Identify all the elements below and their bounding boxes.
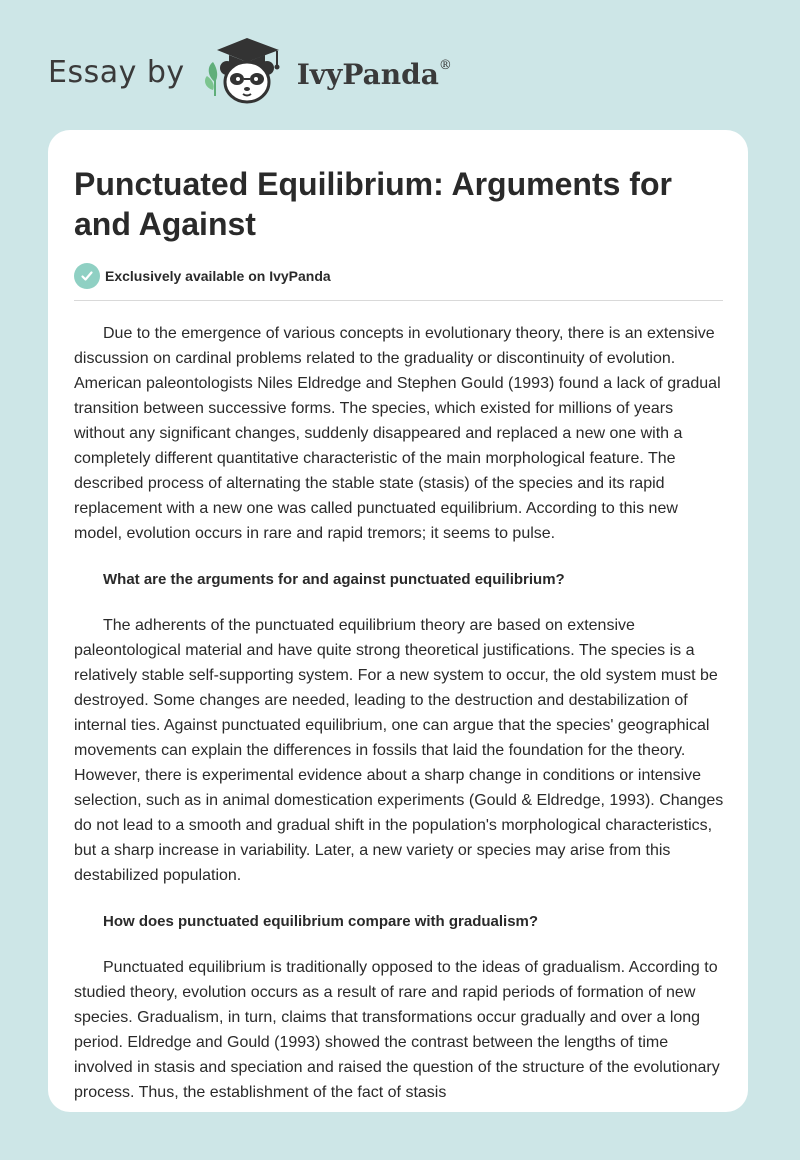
site-header bbox=[48, 36, 452, 108]
title-divider bbox=[74, 300, 723, 301]
essay-body bbox=[74, 321, 724, 1105]
exclusive-badge-text: Exclusively available on IvyPanda bbox=[105, 268, 331, 284]
brand-name[interactable]: IvyPanda® bbox=[296, 57, 452, 91]
registered-mark: ® bbox=[438, 58, 452, 74]
section-question: What are the arguments for and against punctuated equilibrium? bbox=[103, 571, 565, 588]
paragraph: Due to the emergence of various concepts in evolutionary theory, there is an extensive discussion on cardinal problems related to the graduality or discontinuity of evolution. American paleontologists Niles Eldredge and Stephen Gould (1993) found a lack of gradual transition between successive forms. The species, which existed for millions of years without any significant changes, suddenly disappeared and replaced a new one with a completely different quantitative characteristic of the main morphological feature. The described process of alternating the stable state (stasis) of the species and its rapid replacement with a new one was called punctuated equilibrium. According to this new model, evolution occurs in rare and rapid tremors; it seems to pulse. bbox=[74, 325, 721, 542]
check-circle-icon bbox=[74, 263, 100, 289]
exclusive-badge bbox=[74, 262, 722, 290]
paragraph: The adherents of the punctuated equilibrium theory are based on extensive paleontological material and have quite strong theoretical justifications. The species is a relatively stable self-supporting system. For a new system to occur, the old system must be destroyed. Some changes are needed, leading to the destruction and destabilization of internal ties. Against punctuated equilibrium, one can argue that the species' geographical movements can explain the differences in fossils that laid the foundation for the theory. However, there is experimental evidence about a sharp change in conditions or intensive selection, such as in animal domestication experiments (Gould & Eldredge, 1993). Changes do not lead to a smooth and gradual shift in the population's morphological characteristics, but a sharp increase in variability. Later, a new variety or species may arise from this destabilized population. bbox=[74, 617, 724, 884]
essay-title: Punctuated Equilibrium: Arguments for and Against bbox=[74, 166, 672, 242]
essay-card bbox=[48, 130, 748, 1112]
essay-by-label: Essay by bbox=[48, 54, 185, 90]
section-question: How does punctuated equilibrium compare with gradualism? bbox=[103, 913, 539, 930]
panda-graduate-logo-icon[interactable] bbox=[199, 36, 291, 108]
paragraph: Punctuated equilibrium is traditionally opposed to the ideas of gradualism. According to studied theory, evolution occurs as a result of rare and rapid periods of formation of new species. Gradualism, in turn, claims that transformations occur gradually and over a long period. Eldredge and Gould (1993) showed the contrast between the lengths of time involved in stasis and speciation and raised the question of the structure of the evolutionary process. Thus, the establishment of the fact of stasis bbox=[74, 959, 720, 1101]
